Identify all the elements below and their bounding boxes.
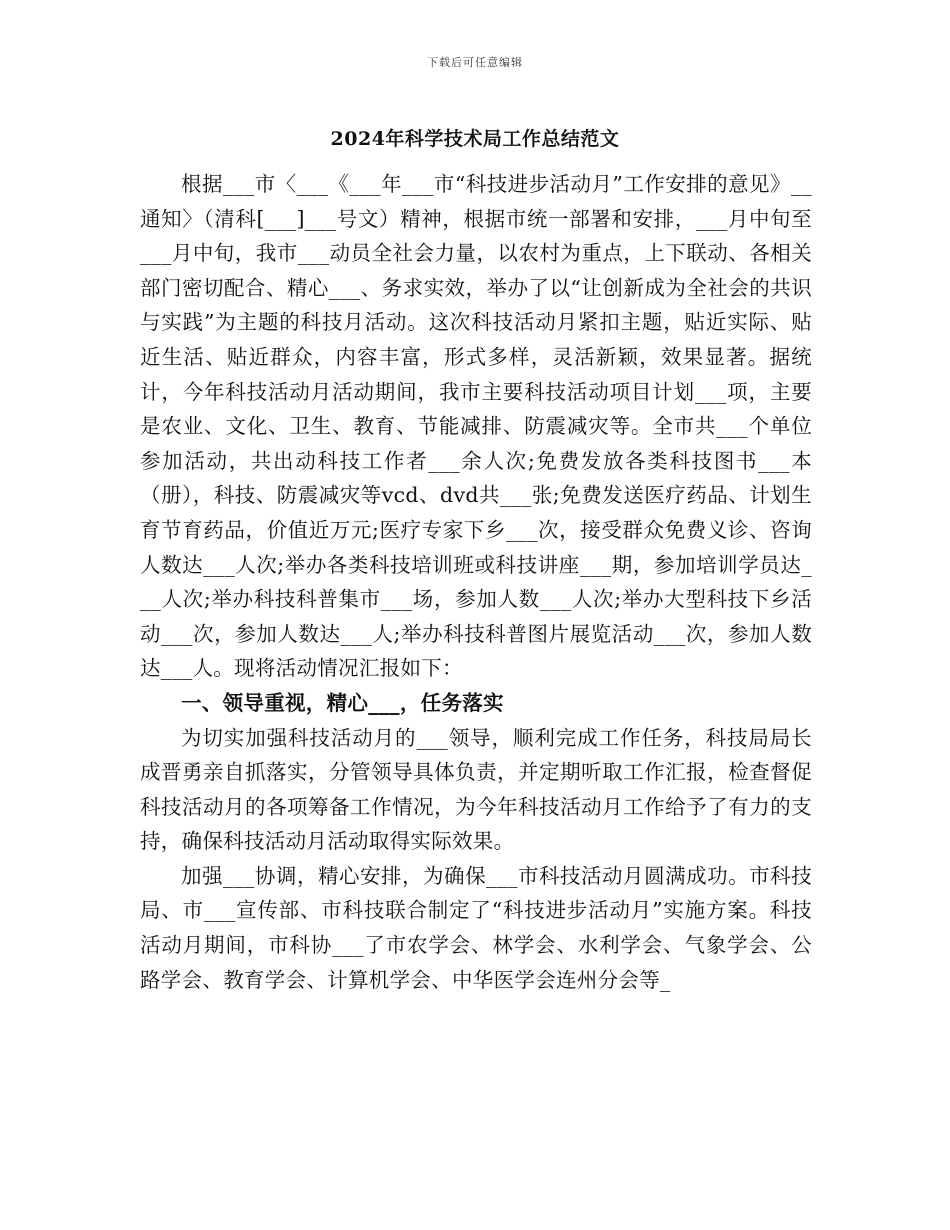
paragraph-leadership: 为切实加强科技活动月的___领导，顺利完成工作任务，科技局局长成晋勇亲自抓落实，分管领导具体负责，并定期听取工作汇报，检查督促科技活动月的各项筹备工作情况，为今年科技活动月工作给予了有力的支持，确保科技活动月活动取得实际效果。 bbox=[140, 725, 812, 854]
section-heading-1: 一、领导重视，精心___，任务落实 bbox=[181, 690, 504, 715]
paragraph-coordination: 加强___协调，精心安排，为确保___市科技活动月圆满成功。市科技局、市___宣传部、市科技联合制定了“科技进步活动月”实施方案。科技活动月期间，市科协___了市农学会、林学会、水利学会、气象学会、公路学会、教育学会、计算机学会、中华医学会连州分会等_ bbox=[140, 863, 812, 992]
header-note: 下载后可任意编辑 bbox=[427, 56, 523, 69]
paragraph-intro: 根据___市〈___《___年___市“科技进步活动月”工作安排的意见》__通知〉（清科[___]___号文）精神，根据市统一部署和安排，___月中旬至___月中旬，我市___动员全社会力量，以农村为重点，上下联动、各相关部门密切配合、精心___、务求实效，举办了以“让创新成为全社会的共识与实践”为主题的科技月活动。这次科技活动月紧扣主题，贴近实际、贴近生活、贴近群众，内容丰富，形式多样，灵活新颖，效果显著。据统计，今年科技活动月活动期间，我市主要科技活动项目计划___项，主要是农业、文化、卫生、教育、节能减排、防震减灾等。全市共___个单位参加活动，共出动科技工作者___余人次;免费发放各类科技图书___本（册），科技、防震减灾等vcd、dvd共___张;免费发送医疗药品、计划生育节育药品，价值近万元;医疗专家下乡___次，接受群众免费义诊、咨询人数达___人次;举办各类科技培训班或科技讲座___期，参加培训学员达___人次;举办科技科普集市___场，参加人数___人次;举办大型科技下乡活动___次，参加人数达___人;举办科技科普图片展览活动___次，参加人数达___人。现将活动情况汇报如下： bbox=[140, 172, 812, 681]
document-body bbox=[140, 142, 812, 997]
document-title: 2024年科学技术局工作总结范文 bbox=[330, 128, 620, 150]
